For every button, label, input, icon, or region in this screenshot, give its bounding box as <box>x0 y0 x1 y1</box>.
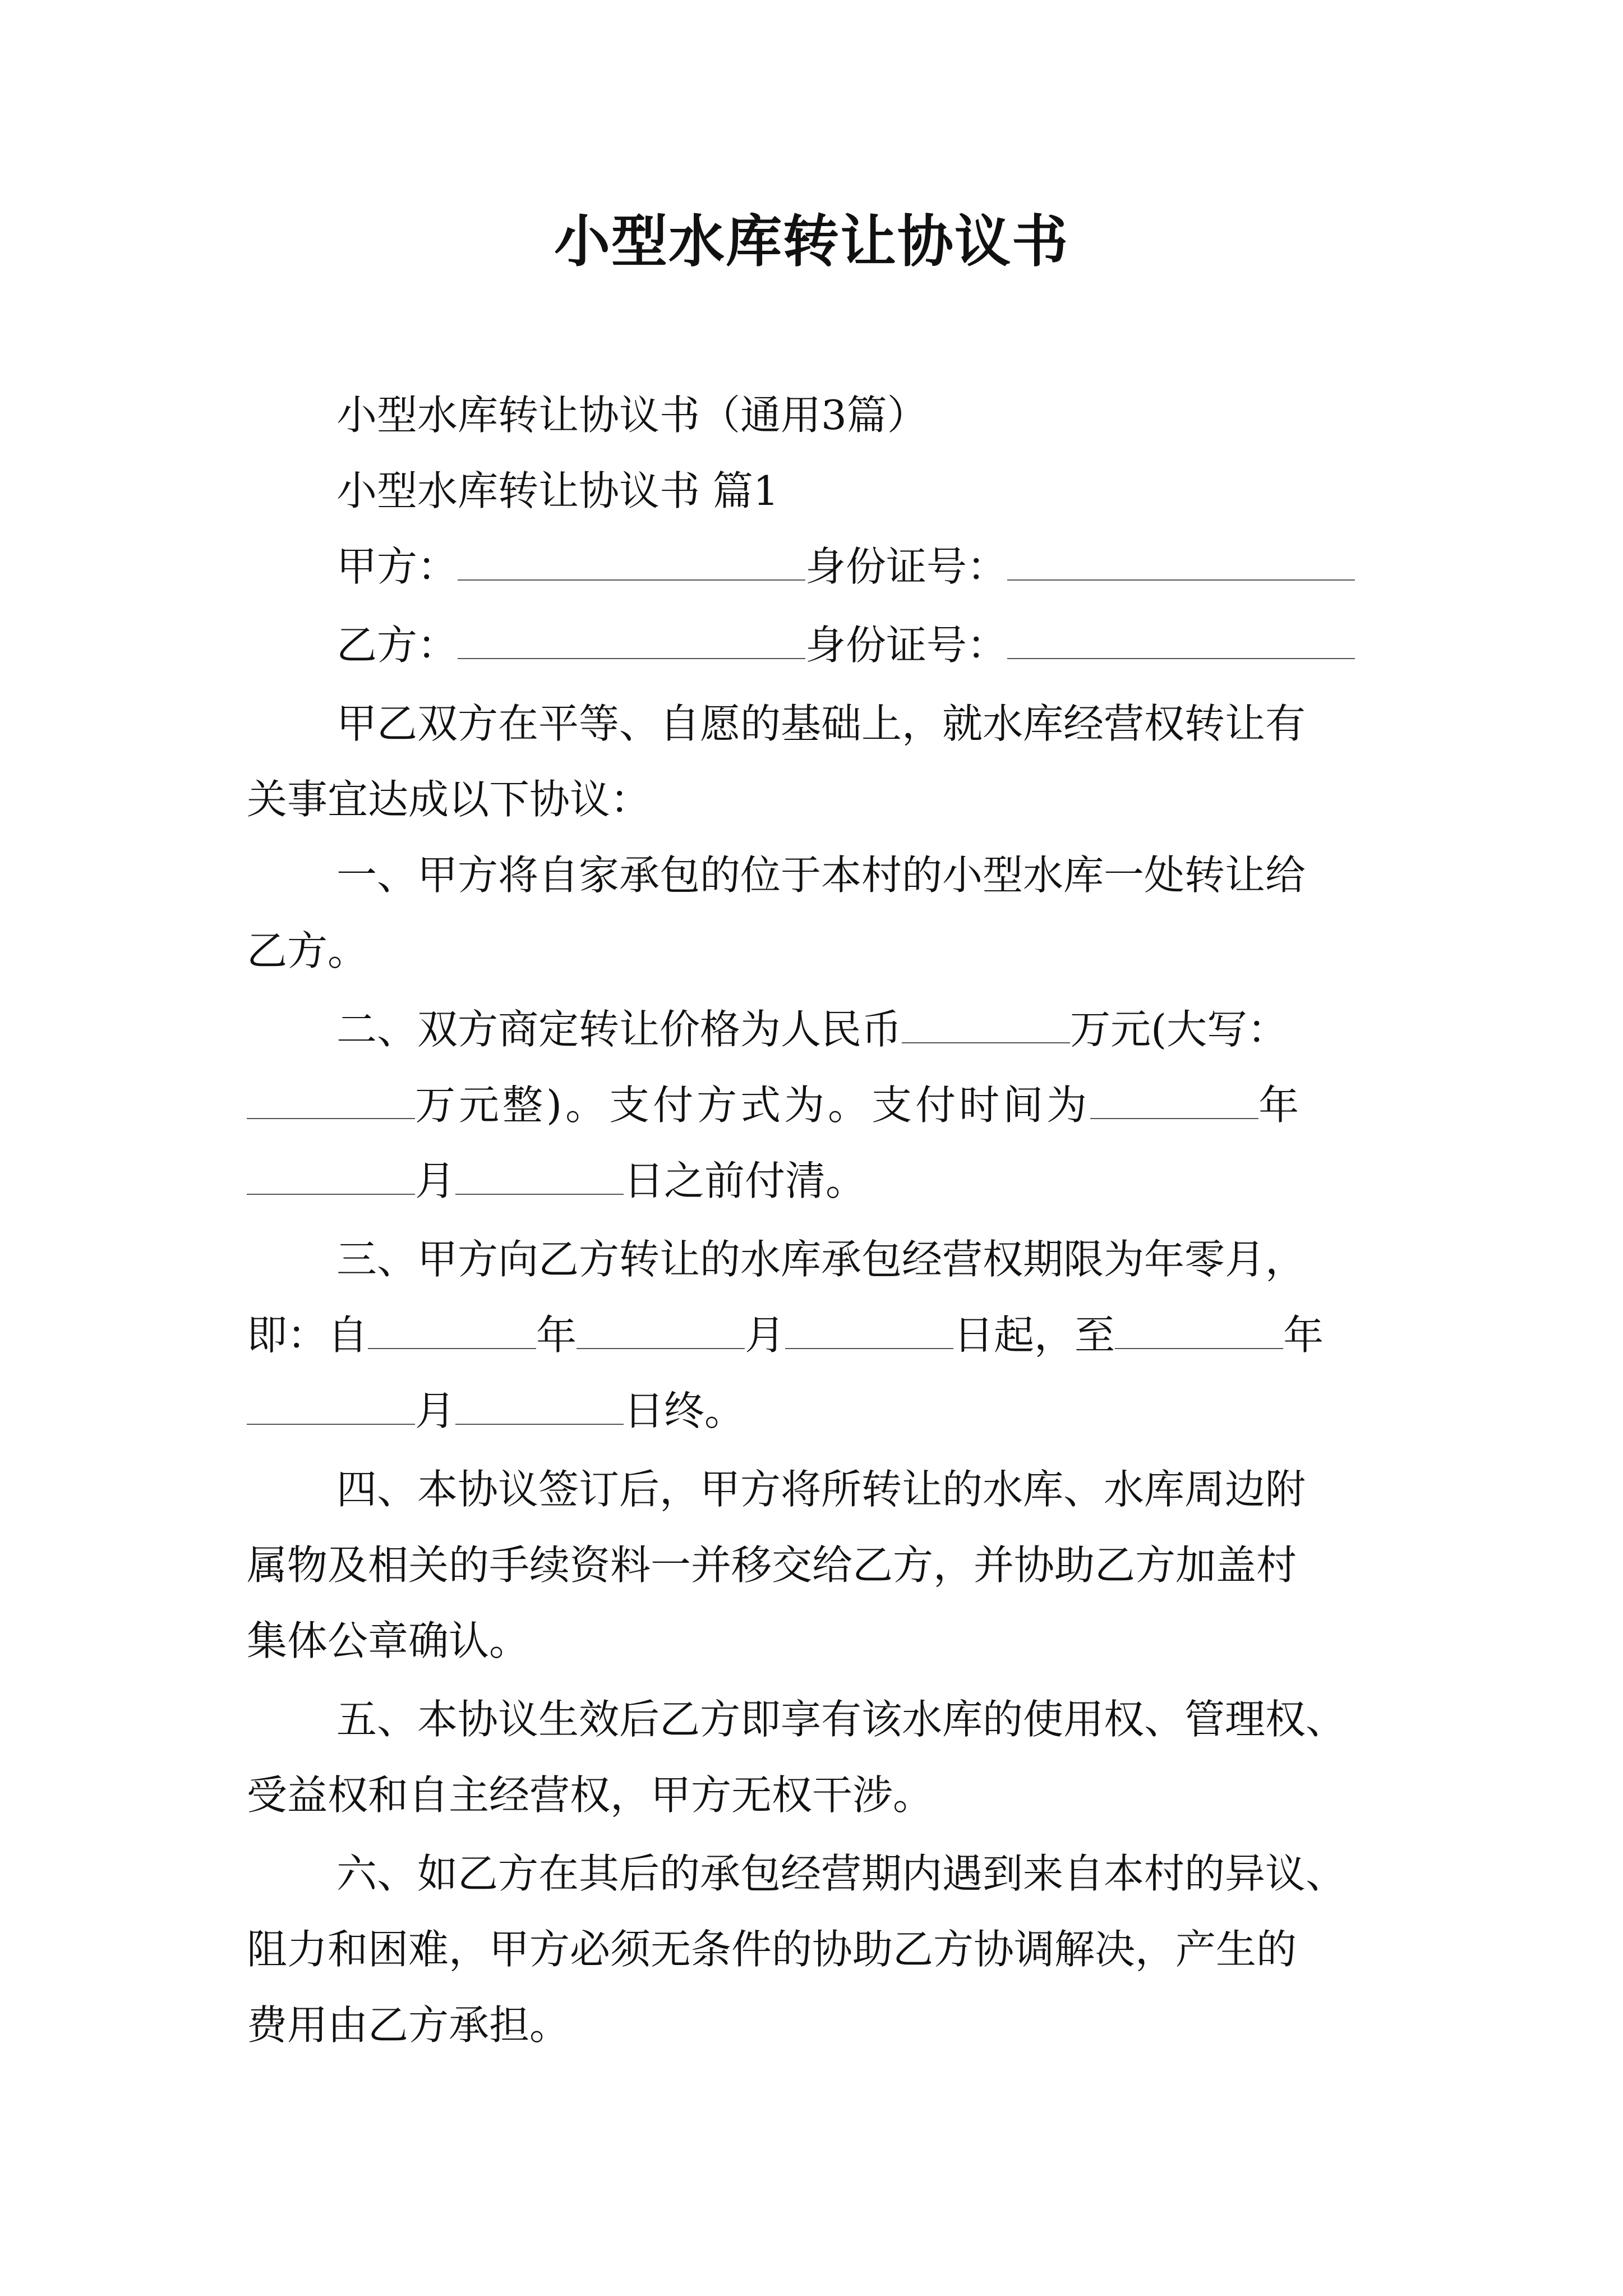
clause-4-line-1: 四、本协议签订后，甲方将所转让的水库、水库周边附 <box>336 1466 1306 1513</box>
party-a-id-blank <box>1007 545 1355 581</box>
start-day-blank <box>785 1313 953 1349</box>
clause-3-text-c: 月 <box>745 1312 786 1359</box>
clause-2-text-e: 月 <box>415 1157 456 1204</box>
intro-line-2: 关事宜达成以下协议： <box>247 776 651 823</box>
clause-2-text-b: 万元(大写： <box>1070 1006 1288 1053</box>
section-heading: 小型水库转让协议书 篇1 <box>336 467 779 514</box>
clause-2-line-2 <box>247 1077 1402 1133</box>
clause-1-line-2: 乙方。 <box>247 927 368 974</box>
clause-6-line-2: 阻力和困难，甲方必须无条件的协助乙方协调解决，产生的 <box>247 1926 1297 1973</box>
clause-6-line-1: 六、如乙方在其后的承包经营期内遇到来自本村的异议、 <box>336 1850 1347 1897</box>
pay-day-blank <box>455 1159 624 1195</box>
clause-3-text-e: 年 <box>1283 1312 1324 1359</box>
party-b-name-blank <box>458 623 805 659</box>
subtitle: 小型水库转让协议书（通用3篇） <box>336 392 928 439</box>
party-a-line <box>336 539 1402 595</box>
clause-5-line-1: 五、本协议生效后乙方即享有该水库的使用权、管理权、 <box>336 1696 1347 1743</box>
pay-year-blank <box>1090 1083 1258 1119</box>
clause-2-line-1 <box>336 1001 1402 1057</box>
party-b-line <box>336 617 1402 673</box>
clause-5-line-2: 受益权和自主经营权，甲方无权干涉。 <box>247 1772 934 1819</box>
clause-3-text-b: 年 <box>536 1312 577 1359</box>
clause-3-text-a: 即：自 <box>247 1312 368 1359</box>
end-month-blank <box>247 1389 415 1425</box>
clause-4-line-2: 属物及相关的手续资料一并移交给乙方，并协助乙方加盖村 <box>247 1542 1297 1589</box>
party-b-id-blank <box>1007 623 1355 659</box>
start-month-blank <box>577 1313 745 1349</box>
clause-2-text-a: 二、双方商定转让价格为人民币 <box>336 1006 902 1053</box>
clause-3-text-g: 日终。 <box>624 1387 745 1434</box>
clause-2-text-d: 年 <box>1258 1082 1303 1129</box>
clause-3-line-2 <box>247 1307 1402 1363</box>
clause-2-text-f: 日之前付清。 <box>624 1157 866 1204</box>
clause-3-line-1: 三、甲方向乙方转让的水库承包经营权期限为年零月， <box>336 1236 1306 1283</box>
clause-3-text-f: 月 <box>415 1387 456 1434</box>
clause-3-line-3 <box>247 1383 1402 1439</box>
price-uppercase-blank <box>247 1083 415 1119</box>
clause-6-line-3: 费用由乙方承担。 <box>247 2001 570 2049</box>
end-day-blank <box>455 1389 624 1425</box>
end-year-blank <box>1115 1313 1283 1349</box>
clause-1-line-1: 一、甲方将自家承包的位于本村的小型水库一处转让给 <box>336 852 1306 899</box>
clause-2-text-c: 万元整)。支付方式为。支付时间为 <box>415 1082 1091 1129</box>
party-a-id-label: 身份证号： <box>805 543 1008 590</box>
party-a-name-blank <box>458 545 805 581</box>
price-blank <box>902 1007 1070 1043</box>
start-year-blank <box>368 1313 536 1349</box>
party-b-id-label: 身份证号： <box>805 622 1008 669</box>
document-title: 小型水库转让协议书 <box>554 208 1069 274</box>
clause-4-line-3: 集体公章确认。 <box>247 1617 530 1664</box>
party-a-label: 甲方： <box>336 543 458 590</box>
party-b-label: 乙方： <box>336 622 458 669</box>
clause-3-text-d: 日起，至 <box>953 1312 1115 1359</box>
clause-2-line-3 <box>247 1153 1402 1209</box>
pay-month-blank <box>247 1159 415 1195</box>
intro-line-1: 甲乙双方在平等、自愿的基础上，就水库经营权转让有 <box>336 700 1306 747</box>
